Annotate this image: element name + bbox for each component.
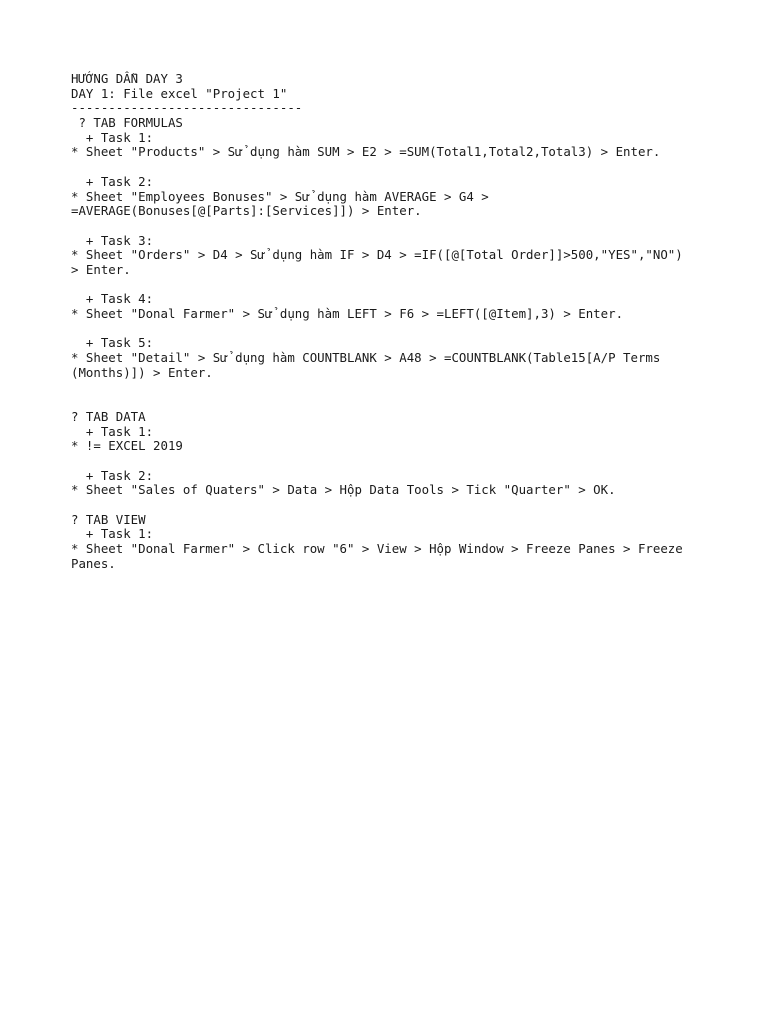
section-heading-view: ? TAB VIEW [71, 511, 146, 527]
task-instruction: > Enter. [71, 261, 131, 277]
task-instruction: * Sheet "Products" > Sử dụng hàm SUM > E2 > =SUM(Total1,Total2,Total3) > Enter. [71, 144, 661, 160]
task-instruction: Panes. [71, 555, 116, 571]
blank-line [71, 380, 751, 395]
task-heading: + Task 5: [71, 335, 154, 351]
blank-line [71, 498, 751, 513]
task-heading: + Task 1: [71, 526, 154, 542]
blank-line [71, 454, 751, 469]
task-heading: + Task 2: [71, 467, 154, 483]
divider-line: ------------------------------- [71, 100, 303, 116]
task-instruction: * Sheet "Donal Farmer" > Sử dụng hàm LEFT > F6 > =LEFT([@Item],3) > Enter. [71, 306, 624, 321]
task-heading: + Task 4: [71, 291, 154, 307]
task-instruction: * Sheet "Orders" > D4 > Sử dụng hàm IF > D4 > =IF([@[Total Order]]>500,"YES","NO") [71, 247, 683, 263]
task-instruction: * Sheet "Sales of Quaters" > Data > Hộp Data Tools > Tick "Quarter" > OK. [71, 482, 616, 498]
blank-line [71, 322, 751, 337]
blank-line [71, 219, 751, 234]
document-body [71, 72, 751, 571]
section-heading-formulas: ? TAB FORMULAS [71, 115, 183, 131]
task-heading: + Task 1: [71, 129, 154, 145]
task-heading: + Task 2: [71, 173, 154, 189]
task-instruction: * != EXCEL 2019 [71, 438, 183, 454]
task-instruction: * Sheet "Employees Bonuses" > Sử dụng hàm AVERAGE > G4 > [71, 188, 489, 204]
blank-line [71, 278, 751, 293]
document-title: HƯỚNG DẪN DAY 3 [71, 71, 183, 86]
section-heading-data: ? TAB DATA [71, 408, 146, 424]
task-instruction: * Sheet "Donal Farmer" > Click row "6" > View > Hộp Window > Freeze Panes > Freeze [71, 541, 683, 556]
document-subtitle: DAY 1: File excel "Project 1" [71, 85, 288, 101]
task-instruction: =AVERAGE(Bonuses[@[Parts]:[Services]]) > Enter. [71, 203, 422, 219]
blank-line [71, 395, 751, 410]
task-instruction: (Months)]) > Enter. [71, 364, 213, 380]
blank-line [71, 160, 751, 175]
task-instruction: * Sheet "Detail" > Sử dụng hàm COUNTBLANK > A48 > =COUNTBLANK(Table15[A/P Terms [71, 350, 661, 366]
task-heading: + Task 1: [71, 423, 154, 439]
task-heading: + Task 3: [71, 232, 154, 248]
